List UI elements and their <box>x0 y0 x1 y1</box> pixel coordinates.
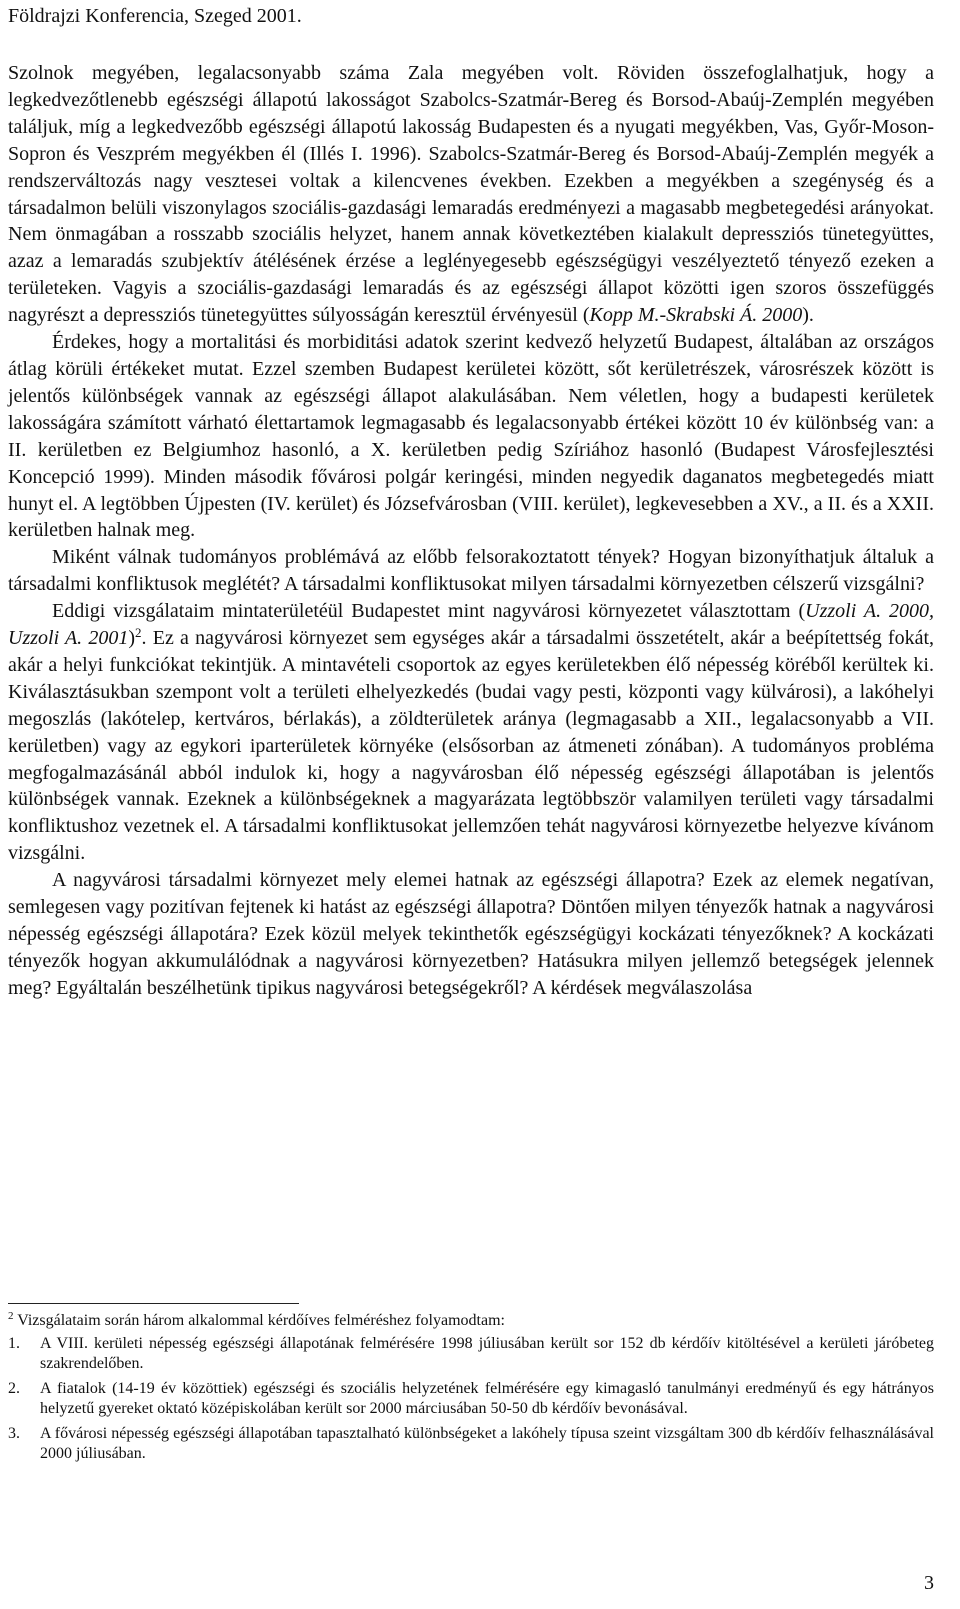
footnote-separator <box>8 1303 299 1304</box>
paragraph-4 <box>8 598 934 867</box>
paragraph-5 <box>8 867 934 1002</box>
paragraph-1 <box>8 60 934 329</box>
text-run: A nagyvárosi társadalmi környezet mely elemei hatnak az egészségi állapotra? Ezek az elemek negatívan, semlegesen vagy pozitívan fejtenek ki hatást az egészségi állapotra? Döntően milyen tényezők hatnak a nagyvárosi népesség egészségi állapotára? Ezek közül melyek tekinthetők egészségügyi kockázati tényezőknek? A kockázati tényezők hogyan akkumulálódnak a nagyvárosi környezetben? Hatásukra milyen jellemző betegségek jelennek meg? Egyáltalán beszélhetünk tipikus nagyvárosi betegségekről? A kérdések megválaszolása <box>8 869 934 999</box>
citation: Uzzoli A. 2000, Uzzoli A. 2001 <box>8 600 934 650</box>
text-run: Miként válnak tudományos problémává az előbb felsorakoztatott tények? Hogyan bizonyíthatjuk általuk a társadalmi konfliktusok meglétét? A társadalmi konfliktusokat milyen társadalmi környezetben célszerű vizsgálni? <box>8 546 934 596</box>
body-text <box>8 60 934 1002</box>
footnote-intro <box>8 1311 934 1332</box>
list-item-text: A VIII. kerületi népesség egészségi állapotának felmérésére 1998 júliusában került sor 152 db kérdőív kitöltésével a kerületi járóbeteg szakrendelőben. <box>40 1334 934 1372</box>
footnotes <box>8 1311 934 1469</box>
text-run: Eddigi vizsgálataim mintaterületéül Budapestet mint nagyvárosi környezetet választottam ( <box>52 600 806 623</box>
footnote-marker: 2 <box>8 1310 14 1322</box>
text-run: Érdekes, hogy a mortalitási és morbiditási adatok szerint kedvező helyzetű Budapest, általában az országos átlag körüli értékeket mutat. Ezzel szemben Budapest kerületei között, sőt kerületrészek, városrészek között is jelentős különbségek vannak az egészségi állapot alakulásában. Nem véletlen, hogy a budapesti kerületek lakosságára számított várható élettartamok legmagasabb és legalacsonyabb értékei között 10 év különbség van: a II. kerületben ez Belgiumhoz hasonló, a X. kerületben pedig Szíriához hasonló (Budapest Városfejlesztési Koncepció 1999). Minden második fővárosi polgár keringési, minden negyedik daganatos megbetegedés miatt hunyt el. A legtöbben Újpesten (IV. kerület) és Józsefvárosban (VIII. kerület), legkevesebben a XV., a II. és a XXII. kerületben halnak meg. <box>8 331 934 542</box>
footnote-list <box>8 1334 934 1465</box>
footnote-reference[interactable]: 2 <box>135 625 142 641</box>
page-number: 3 <box>924 1572 934 1594</box>
footnote-list-item <box>8 1379 934 1420</box>
text-run: . Ez a nagyvárosi környezet sem egységes akár a társadalmi összetételt, akár a beépítettség fokát, akár a helyi funkciókat tekintjük. A mintavételi csoportok az egyes kerületekben élő népesség köréből kerültek ki. Kiválasztásukban szempont volt a területi elhelyezkedés (budai vagy pesti, központi vagy külvárosi), a lakóhelyi megoszlás (lakótelep, kertváros, bérlakás), a zöldterületek aránya (legmagasabb a XII., legalacsonyabb a VII. kerületben) vagy az egykori iparterületek környéke (elsősorban az átmeneti zónában). A tudományos probléma megfogalmazásánál abból indulok ki, hogy a nagyvárosban élő népesség egészségi állapotában is jelentős különbségek vannak. Ezeknek a különbségeknek a magyarázata legtöbbször valamilyen területi vagy társadalmi konfliktushoz vezetnek el. A társadalmi konfliktusokat jellemzően tehát nagyvárosi környezetbe helyezve kívánom vizsgálni. <box>8 627 935 865</box>
footnote-intro-text: Vizsgálataim során három alkalommal kérdőíves felméréshez folyamodtam: <box>17 1312 505 1329</box>
text-run: ). <box>802 304 814 327</box>
text-run: Szolnok megyében, legalacsonyabb száma Zala megyében volt. Röviden összefoglalhatjuk, hogy a legkedvezőtlenebb egészségi állapotú lakosságot Szabolcs-Szatmár-Bereg és Borsod-Abaúj-Zemplén megyében találjuk, míg a legkedvezőbb egészségi állapotú lakosság Budapesten és a nyugati megyékben, Vas, Győr-Moson-Sopron és Veszprém megyékben él (Illés I. 1996). Szabolcs-Szatmár-Bereg és Borsod-Abaúj-Zemplén megyék a rendszerváltozás nagy vesztesei voltak a kilencvenes években. Ezekben a megyékben a szegénység és a társadalmon belüli viszonylagos szociális-gazdasági lemaradás eredményezi a magasabb megbetegedési arányokat. Nem önmagában a rosszabb szociális helyzet, hanem annak következtében kialakult depressziós tünetegyüttes, azaz a lemaradás szubjektív átélésének érzése a leglényegesebb egészségügyi veszélyeztető tényező ezeken a területeken. Vagyis a szociális-gazdasági lemaradás és az egészségi állapot közötti igen szoros összefüggés nagyrészt a depressziós tünetegyüttes súlyosságán keresztül érvényesül ( <box>8 62 934 327</box>
footnote-list-item <box>8 1424 934 1465</box>
paragraph-3 <box>8 544 934 598</box>
list-number: 3. <box>8 1424 20 1442</box>
list-item-text: A fiatalok (14-19 év közöttiek) egészségi és szociális helyzetének felmérésére egy kimagasló tanulmányi eredményű és egy hátrányos helyzetű gyereket oktató középiskolában került sor 2000 márciusában 50-50 db kérdőív bevonásával. <box>40 1379 934 1417</box>
citation: Kopp M.-Skrabski Á. 2000 <box>589 304 803 327</box>
list-number: 2. <box>8 1379 20 1397</box>
running-header: Földrajzi Konferencia, Szeged 2001. <box>8 5 302 27</box>
paragraph-2 <box>8 329 934 544</box>
list-number: 1. <box>8 1334 20 1352</box>
list-item-text: A fővárosi népesség egészségi állapotában tapasztalható különbségeket a lakóhely típusa szeint vizsgáltam 300 db kérdőív felhasználásával 2000 júliusában. <box>40 1424 934 1462</box>
text-run: ) <box>128 627 136 650</box>
footnote-list-item <box>8 1334 934 1375</box>
